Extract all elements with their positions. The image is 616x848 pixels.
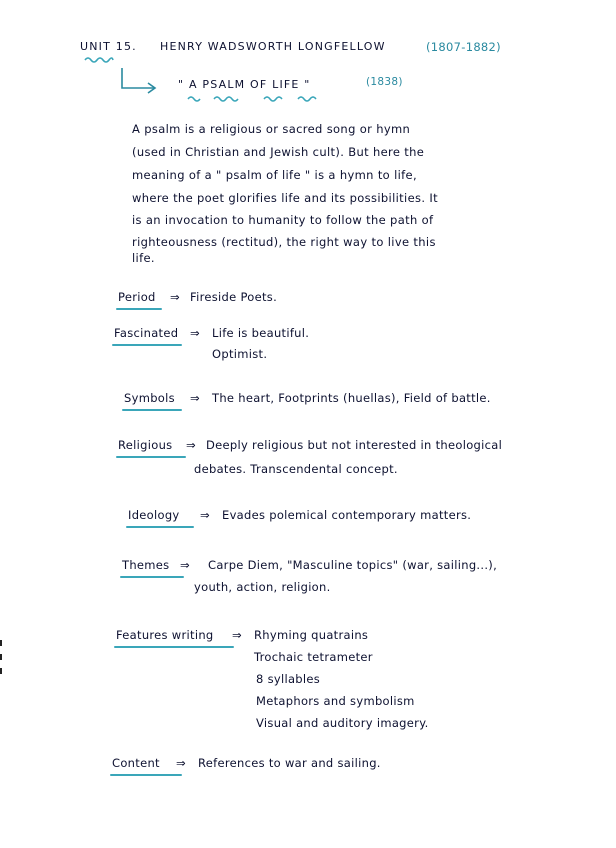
features-line: Rhyming quatrains	[254, 628, 369, 642]
period-label: Period	[118, 290, 156, 304]
symbols-underline	[122, 409, 182, 411]
features-line: Trochaic tetrameter	[254, 650, 373, 664]
ideology-arrow: ⇒	[200, 508, 210, 522]
religious-arrow: ⇒	[186, 438, 196, 452]
features-underline	[114, 646, 234, 648]
poem-year: (1838)	[366, 76, 403, 88]
religious-line: debates. Transcendental concept.	[194, 462, 398, 476]
period-underline	[116, 308, 162, 310]
intro-line: righteousness (rectitud), the right way to live this	[132, 235, 436, 249]
unit-squiggle	[84, 55, 114, 63]
symbols-text: The heart, Footprints (huellas), Field of battle.	[212, 391, 491, 405]
fascinated-label: Fascinated	[114, 326, 179, 340]
religious-label: Religious	[118, 438, 173, 452]
features-arrow: ⇒	[232, 628, 242, 642]
content-arrow: ⇒	[176, 756, 186, 770]
intro-line: life.	[132, 251, 155, 265]
hook-arrow-icon	[118, 66, 164, 96]
symbols-arrow: ⇒	[190, 391, 200, 405]
religious-line: Deeply religious but not interested in theological	[206, 438, 503, 452]
title-squiggle	[186, 94, 346, 102]
fascinated-underline	[112, 344, 182, 346]
religious-underline	[116, 456, 186, 458]
intro-line: meaning of a " psalm of life " is a hymn to life,	[132, 168, 417, 182]
unit-label: UNIT 15.	[80, 40, 137, 53]
intro-line: A psalm is a religious or sacred song or hymn	[132, 122, 411, 136]
fascinated-line: Life is beautiful.	[212, 326, 310, 340]
author-dates: (1807-1882)	[426, 40, 501, 54]
themes-arrow: ⇒	[180, 558, 190, 572]
themes-label: Themes	[122, 558, 170, 572]
themes-line: Carpe Diem, "Masculine topics" (war, sailing...),	[208, 558, 498, 572]
themes-underline	[120, 576, 184, 578]
features-label: Features writing	[116, 628, 214, 642]
period-arrow: ⇒	[170, 290, 180, 304]
content-text: References to war and sailing.	[198, 756, 381, 770]
features-line: Metaphors and symbolism	[256, 694, 415, 708]
symbols-label: Symbols	[124, 391, 175, 405]
intro-line: is an invocation to humanity to follow the path of	[132, 213, 434, 227]
scan-edge-mark	[0, 668, 2, 674]
poem-title: " A PSALM OF LIFE "	[178, 78, 311, 91]
content-underline	[110, 774, 182, 776]
fascinated-line: Optimist.	[212, 347, 268, 361]
ideology-label: Ideology	[128, 508, 180, 522]
scan-edge-mark	[0, 640, 2, 646]
content-label: Content	[112, 756, 160, 770]
features-line: 8 syllables	[256, 672, 321, 686]
ideology-text: Evades polemical contemporary matters.	[222, 508, 472, 522]
period-text: Fireside Poets.	[190, 290, 278, 304]
ideology-underline	[126, 526, 194, 528]
author-name: HENRY WADSWORTH LONGFELLOW	[160, 40, 386, 53]
intro-line: where the poet glorifies life and its possibilities. It	[132, 191, 438, 205]
intro-line: (used in Christian and Jewish cult). But here the	[132, 145, 425, 159]
scan-edge-mark	[0, 654, 2, 660]
features-line: Visual and auditory imagery.	[256, 716, 429, 730]
fascinated-arrow: ⇒	[190, 326, 200, 340]
themes-line: youth, action, religion.	[194, 580, 331, 594]
